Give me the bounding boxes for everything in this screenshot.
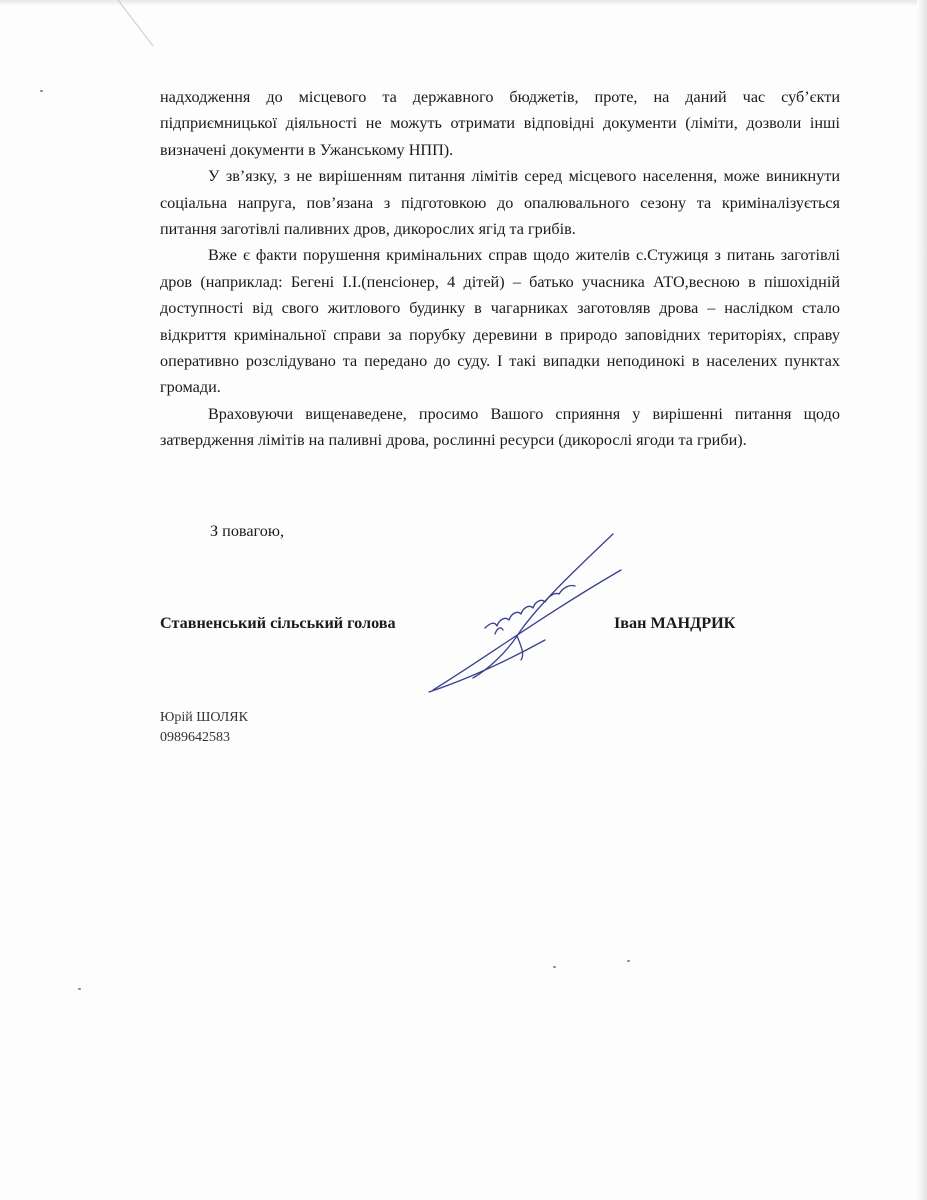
paragraph-social-tension: У зв’язку, з не вирішенням питання лімітів серед місцевого населення, може виникнути соціальна напруга, пов’язана з підготовкою до опалювального сезону та криміналізується питання заготівлі паливних дров, дикорослих ягід та грибів. bbox=[160, 167, 840, 239]
contact-name: Юрій ШОЛЯК bbox=[160, 710, 248, 725]
signatory-title: Ставненський сільський голова bbox=[160, 614, 396, 632]
handwritten-signature bbox=[425, 530, 625, 700]
paragraph-criminal-cases: Вже є факти порушення кримінальних справ щодо жителів с.Стужиця з питань заготівлі дров (наприклад: Бегені І.І.(пенсіонер, 4 дітей) – батько учасника АТО,весною в пішохідній доступності від свого житлового будинку в чагарниках заготовляв дрова – наслідком стало відкриття кримінальної справи за порубку деревини в природо заповідних територіях, справу оперативно розслідувано та передано до суду. І такі випадки неподинокі в населених пунктах громади. bbox=[160, 246, 840, 397]
paragraph-continuation: надходження до місцевого та державного бюджетів, проте, на даний час суб’єкти підприємницької діяльності не можуть отримати відповідні документи (ліміти, дозволи інші визначені документи в Ужанському НПП). bbox=[160, 88, 840, 159]
scan-edge-right bbox=[917, 0, 927, 1200]
scan-speck bbox=[553, 966, 556, 968]
contact-info bbox=[160, 708, 248, 748]
signatory-name: Іван МАНДРИК bbox=[614, 614, 736, 632]
paragraph-request: Враховуючи вищенаведене, просимо Вашого сприяння у вирішенні питання щодо затвердження лімітів на паливні дрова, рослинні ресурси (дикорослі ягоди та гриби). bbox=[160, 404, 840, 450]
letter-body bbox=[160, 84, 840, 454]
scan-speck bbox=[627, 960, 630, 962]
closing-greeting: З повагою, bbox=[210, 522, 284, 540]
contact-phone: 0989642583 bbox=[160, 730, 230, 745]
scan-speck bbox=[78, 988, 81, 990]
scan-speck bbox=[40, 90, 43, 92]
